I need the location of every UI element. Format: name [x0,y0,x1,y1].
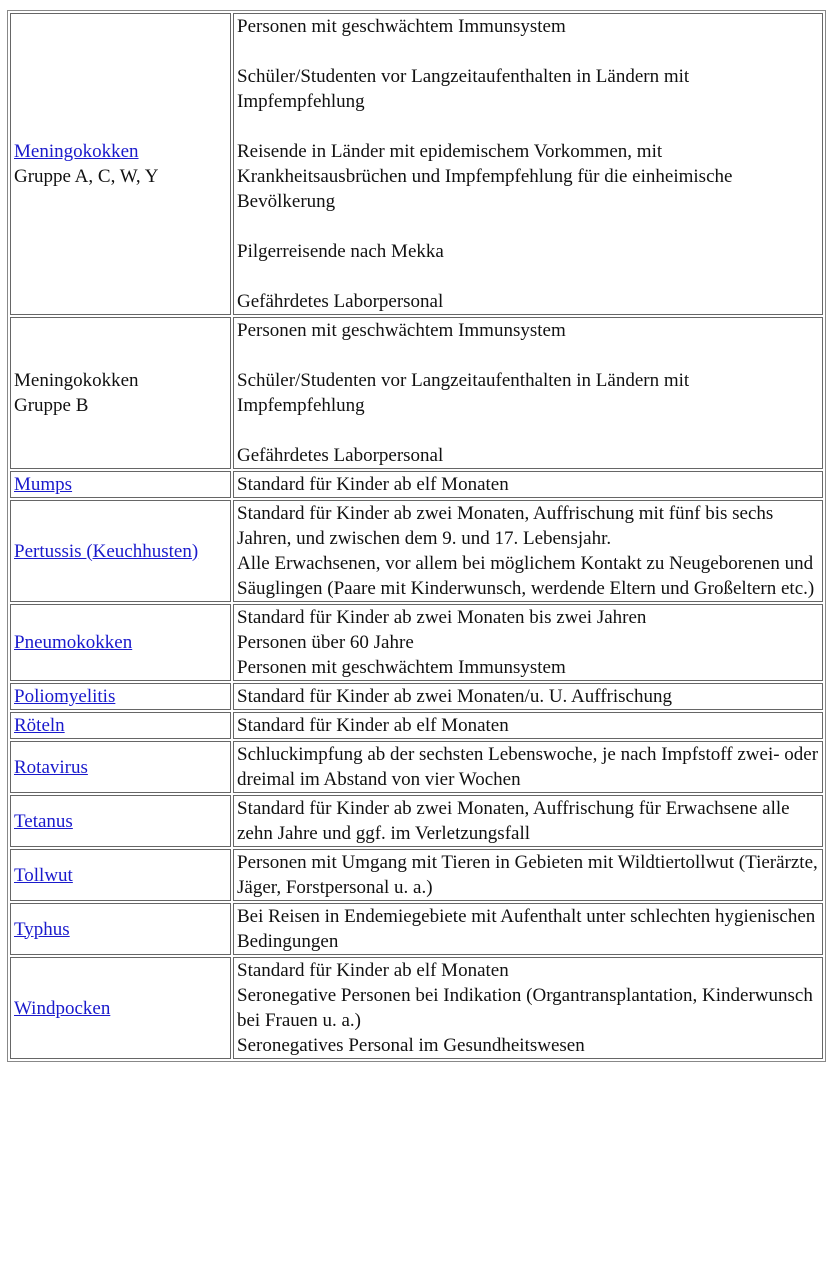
table-row [10,683,823,710]
recommendation-cell [233,903,823,955]
recommendation-cell [233,683,823,710]
table-row [10,957,823,1059]
recommendation-text: Personen über 60 Jahre [237,632,414,653]
disease-cell [10,849,231,901]
table-row [10,849,823,901]
recommendation-cell [233,317,823,469]
recommendation-text: Schüler/Studenten vor Langzeitaufenthalten in Ländern mit Impfempfehlung [237,370,690,416]
disease-cell [10,957,231,1059]
disease-subtitle: Gruppe A, C, W, Y [14,166,159,187]
disease-link-rotavirus[interactable]: Rotavirus [14,756,88,778]
recommendation-cell [233,712,823,739]
disease-link-poliomyelitis[interactable]: Poliomyelitis [14,686,116,707]
table-row [10,604,823,681]
recommendation-text: Standard für Kinder ab elf Monaten [237,474,509,495]
recommendation-text: Standard für Kinder ab zwei Monaten bis zwei Jahren [237,607,647,628]
disease-link-roeteln[interactable]: Röteln [14,715,65,736]
recommendation-text: Seronegative Personen bei Indikation (Organtransplantation, Kinderwunsch bei Frauen u. a.) [237,985,813,1031]
disease-cell [10,317,231,469]
disease-link-pneumokokken[interactable]: Pneumokokken [14,632,133,653]
recommendation-cell [233,13,823,315]
disease-cell [10,683,231,710]
recommendation-text: Schüler/Studenten vor Langzeitaufenthalten in Ländern mit Impfempfehlung [237,66,690,112]
recommendation-text: Bei Reisen in Endemiegebiete mit Aufenthalt unter schlechten hygienischen Bedingungen [237,906,816,952]
recommendation-text: Standard für Kinder ab elf Monaten [237,960,509,981]
recommendation-cell [233,795,823,847]
disease-link-tollwut[interactable]: Tollwut [14,864,73,886]
disease-subtitle: Gruppe B [14,395,89,416]
disease-cell [10,13,231,315]
vaccination-table [7,10,826,1062]
recommendation-text: Pilgerreisende nach Mekka [237,241,444,262]
disease-cell [10,741,231,793]
recommendation-text: Standard für Kinder ab zwei Monaten/u. U. Auffrischung [237,686,672,707]
recommendation-cell [233,741,823,793]
table-row [10,903,823,955]
disease-cell [10,471,231,498]
disease-link-pertussis[interactable]: Pertussis (Keuchhusten) [14,540,199,562]
disease-cell [10,795,231,847]
disease-link-tetanus[interactable]: Tetanus [14,810,73,832]
recommendation-cell [233,500,823,602]
recommendation-text: Personen mit geschwächtem Immunsystem [237,320,566,341]
recommendation-text: Personen mit geschwächtem Immunsystem [237,657,566,678]
recommendation-text: Standard für Kinder ab zwei Monaten, Auffrischung mit fünf bis sechs Jahren, und zwischen dem 9. und 17. Lebensjahr. [237,503,774,549]
recommendation-text: Reisende in Länder mit epidemischem Vorkommen, mit Krankheitsausbrüchen und Impfempfehlung für die einheimische Bevölkerung [237,141,733,212]
table-row [10,471,823,498]
recommendation-text: Seronegatives Personal im Gesundheitswesen [237,1035,585,1056]
recommendation-text: Standard für Kinder ab elf Monaten [237,715,509,736]
recommendation-text: Personen mit Umgang mit Tieren in Gebieten mit Wildtiertollwut (Tierärzte, Jäger, Forstpersonal u. a.) [237,852,818,898]
recommendation-text: Gefährdetes Laborpersonal [237,291,444,312]
table-row [10,712,823,739]
disease-cell [10,903,231,955]
disease-link-meningokokken-acwy[interactable]: Meningokokken [14,141,139,162]
disease-cell [10,604,231,681]
table-row [10,13,823,315]
table-row [10,795,823,847]
disease-cell [10,712,231,739]
recommendation-text: Gefährdetes Laborpersonal [237,445,444,466]
recommendation-text: Alle Erwachsenen, vor allem bei möglichem Kontakt zu Neugeborenen und Säuglingen (Paare mit Kinderwunsch, werdende Eltern und Großeltern etc.) [237,553,815,599]
recommendation-text: Personen mit geschwächtem Immunsystem [237,16,566,37]
table-row [10,317,823,469]
recommendation-cell [233,471,823,498]
recommendation-cell [233,957,823,1059]
recommendation-cell [233,849,823,901]
table-row [10,500,823,602]
disease-link-mumps[interactable]: Mumps [14,474,73,495]
recommendation-cell [233,604,823,681]
disease-name: Meningokokken [14,370,139,391]
disease-link-typhus[interactable]: Typhus [14,918,70,940]
table-row [10,741,823,793]
recommendation-text: Standard für Kinder ab zwei Monaten, Auffrischung für Erwachsene alle zehn Jahre und ggf. im Verletzungsfall [237,798,790,844]
recommendation-text: Schluckimpfung ab der sechsten Lebenswoche, je nach Impfstoff zwei- oder dreimal im Abstand von vier Wochen [237,744,819,790]
disease-cell [10,500,231,602]
disease-link-windpocken[interactable]: Windpocken [14,997,111,1019]
